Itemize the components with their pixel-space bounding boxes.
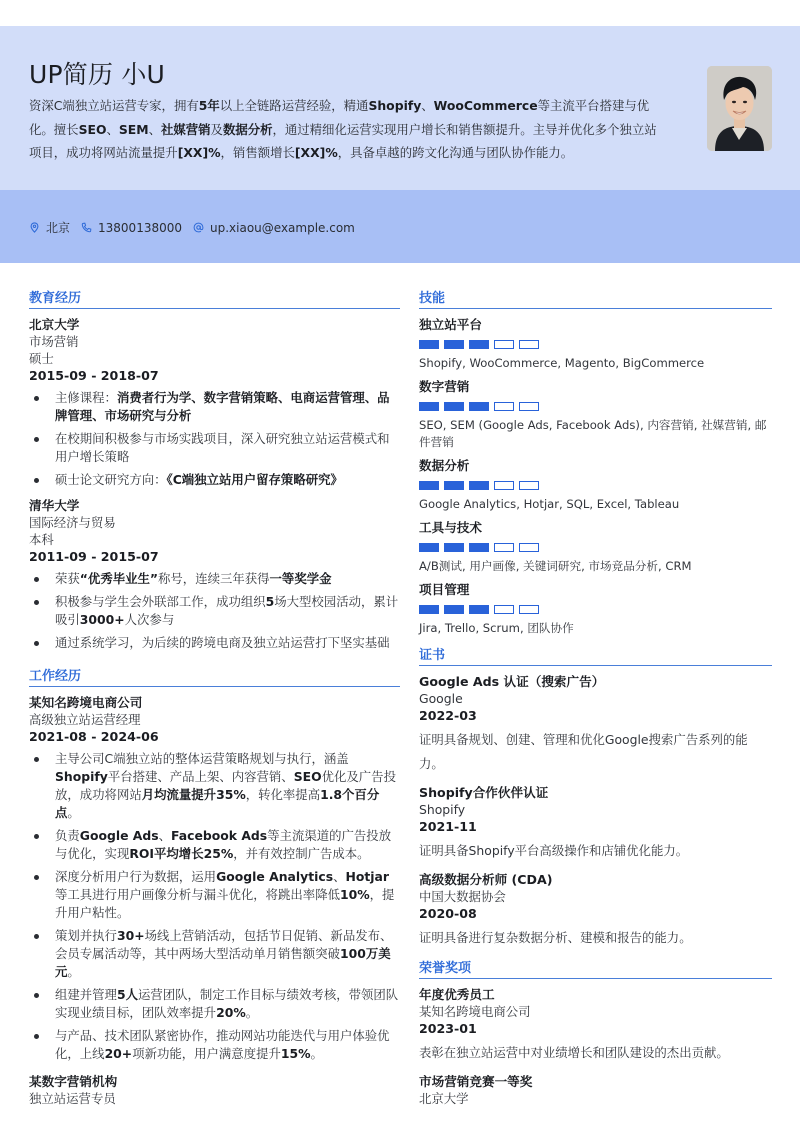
- bullet-item: 荣获“优秀毕业生”称号，连续三年获得一等奖学金: [29, 570, 400, 588]
- skill-description: A/B测试, 用户画像, 关键词研究, 市场竞品分析, CRM: [419, 559, 692, 573]
- bullet-item: 通过系统学习，为后续的跨境电商及独立站运营打下坚实基础: [29, 634, 400, 652]
- date: 2020-08: [419, 906, 477, 921]
- skill-item: [419, 581, 772, 637]
- work-section: [29, 668, 400, 1107]
- job-role: 高级独立站运营经理: [29, 712, 141, 727]
- contact-location: [29, 219, 70, 236]
- right-column: [419, 290, 772, 1115]
- entry-description: 证明具备规划、创建、管理和优化Google搜索广告系列的能力。: [419, 732, 748, 771]
- work-bullets: [29, 750, 400, 1063]
- bullet-item: 主导公司C端独立站的整体运营策略规划与执行，涵盖Shopify平台搭建、产品上架、内容营销、SEO优化及广告投放，成功将网站月均流量提升35%，转化率提高1.8个百分点。: [29, 750, 400, 822]
- honors-list: [419, 986, 772, 1107]
- issuer: 中国大数据协会: [419, 889, 506, 904]
- level-empty-icon: [494, 340, 514, 349]
- level-filled-icon: [469, 543, 489, 552]
- work-section-title: 工作经历: [29, 668, 400, 687]
- entry-name: 市场营销竞赛一等奖: [419, 1074, 533, 1089]
- school-name: 北京大学: [29, 317, 80, 332]
- honors-section: [419, 960, 772, 1107]
- contact-phone[interactable]: [81, 221, 182, 235]
- skill-name: 数据分析: [419, 458, 470, 473]
- work-list: [29, 694, 400, 1107]
- entry-name: 年度优秀员工: [419, 987, 495, 1002]
- bullet-item: 主修课程：消费者行为学、数字营销策略、电商运营管理、品牌管理、市场研究与分析: [29, 389, 400, 425]
- entry-description: 表彰在独立站运营中对业绩增长和团队建设的杰出贡献。: [419, 1045, 729, 1060]
- certificate-entry: [419, 871, 772, 950]
- level-filled-icon: [444, 543, 464, 552]
- level-filled-icon: [469, 605, 489, 614]
- bullet-item: 深度分析用户行为数据，运用Google Analytics、Hotjar等工具进行用户画像分析与漏斗优化，将跳出率降低10%，提升用户粘性。: [29, 868, 400, 922]
- contact-email[interactable]: [193, 221, 355, 235]
- job-role: 独立站运营专员: [29, 1091, 116, 1106]
- bullet-item: 硕士论文研究方向：《C端独立站用户留存策略研究》: [29, 471, 400, 489]
- skills-section-title: 技能: [419, 290, 772, 309]
- honor-entry: [419, 1073, 772, 1107]
- certificates-section: [419, 647, 772, 950]
- skill-item: [419, 316, 772, 372]
- level-empty-icon: [519, 481, 539, 490]
- level-filled-icon: [444, 481, 464, 490]
- skill-name: 工具与技术: [419, 520, 482, 535]
- level-empty-icon: [494, 543, 514, 552]
- bullet-item: 策划并执行30+场线上营销活动，包括节日促销、新品发布、会员专属活动等，其中两场大型活动单月销售额突破100万美元。: [29, 927, 400, 981]
- entry-name: Google Ads 认证（搜索广告）: [419, 674, 605, 689]
- skill-description: Jira, Trello, Scrum, 团队协作: [419, 621, 574, 635]
- date: 2021-11: [419, 819, 477, 834]
- level-empty-icon: [494, 402, 514, 411]
- candidate-name: UP简历 小U: [29, 60, 166, 89]
- level-filled-icon: [419, 543, 439, 552]
- level-filled-icon: [419, 605, 439, 614]
- skill-level-meter: [419, 481, 772, 490]
- major: 市场营销: [29, 334, 79, 349]
- skills-list: [419, 316, 772, 637]
- level-empty-icon: [494, 605, 514, 614]
- date-range: 2021-08 - 2024-06: [29, 729, 159, 744]
- skill-name: 项目管理: [419, 582, 470, 597]
- level-empty-icon: [519, 340, 539, 349]
- honor-entry: [419, 986, 772, 1065]
- education-list: [29, 316, 400, 652]
- skill-level-meter: [419, 605, 772, 614]
- level-filled-icon: [469, 481, 489, 490]
- level-empty-icon: [519, 605, 539, 614]
- company-name: 某知名跨境电商公司: [29, 695, 143, 710]
- bullet-item: 负责Google Ads、Facebook Ads等主流渠道的广告投放与优化，实现ROI平均增长25%，并有效控制广告成本。: [29, 827, 400, 863]
- work-entry: [29, 1073, 400, 1107]
- level-filled-icon: [469, 402, 489, 411]
- education-entry: [29, 497, 400, 652]
- issuer: Shopify: [419, 802, 466, 817]
- date-range: 2011-09 - 2015-07: [29, 549, 159, 564]
- company-name: 某数字营销机构: [29, 1074, 118, 1089]
- skill-name: 独立站平台: [419, 317, 482, 332]
- level-empty-icon: [494, 481, 514, 490]
- level-empty-icon: [519, 543, 539, 552]
- education-bullets: [29, 570, 400, 652]
- profile-summary: 资深C端独立站运营专家，拥有5年以上全链路运营经验，精通Shopify、WooCommerce等主流平台搭建与优化。擅长SEO、SEM、社媒营销及数据分析，通过精细化运营实现用户增长和销售额提升。主导并优化多个独立站项目，成功将网站流量提升[XX]%，销售额增长[XX]%，具备卓越的跨文化沟通与团队协作能力。: [29, 98, 657, 160]
- level-filled-icon: [469, 340, 489, 349]
- date: 2023-01: [419, 1021, 477, 1036]
- bullet-item: 组建并管理5人运营团队，制定工作目标与绩效考核，带领团队实现业绩目标，团队效率提升20%。: [29, 986, 400, 1022]
- skill-item: [419, 457, 772, 513]
- map-pin-icon: [29, 222, 40, 233]
- profile-photo: [707, 66, 772, 151]
- work-entry: [29, 694, 400, 1063]
- skill-level-meter: [419, 543, 772, 552]
- degree: 硕士: [29, 351, 54, 366]
- education-entry: [29, 316, 400, 489]
- skill-description: SEO, SEM (Google Ads, Facebook Ads), 内容营销, 社媒营销, 邮件营销: [419, 418, 767, 449]
- level-filled-icon: [444, 340, 464, 349]
- entry-description: 证明具备Shopify平台高级操作和店铺优化能力。: [419, 843, 689, 858]
- skill-name: 数字营销: [419, 379, 470, 394]
- phone-text: 13800138000: [98, 220, 182, 235]
- issuer: 北京大学: [419, 1091, 469, 1106]
- at-sign-icon: [193, 222, 204, 233]
- phone-icon: [81, 222, 92, 233]
- bullet-item: 积极参与学生会外联部工作，成功组织5场大型校园活动，累计吸引3000+人次参与: [29, 593, 400, 629]
- contact-info: [29, 219, 366, 236]
- skill-item: [419, 378, 772, 451]
- issuer: 某知名跨境电商公司: [419, 1004, 531, 1019]
- issuer: Google: [419, 691, 463, 706]
- bullet-item: 与产品、技术团队紧密协作，推动网站功能迭代与用户体验优化，上线20+项新功能，用户满意度提升15%。: [29, 1027, 400, 1063]
- school-name: 清华大学: [29, 498, 80, 513]
- education-section-title: 教育经历: [29, 290, 400, 309]
- avatar-portrait-icon: [707, 66, 772, 151]
- level-empty-icon: [519, 402, 539, 411]
- certificates-list: [419, 673, 772, 950]
- entry-name: Shopify合作伙伴认证: [419, 785, 549, 800]
- honors-section-title: 荣誉奖项: [419, 960, 772, 979]
- skill-level-meter: [419, 340, 772, 349]
- date-range: 2015-09 - 2018-07: [29, 368, 159, 383]
- level-filled-icon: [419, 340, 439, 349]
- skill-description: Google Analytics, Hotjar, SQL, Excel, Tableau: [419, 497, 680, 511]
- level-filled-icon: [419, 402, 439, 411]
- location-text: 北京: [46, 221, 71, 235]
- certificate-entry: [419, 784, 772, 863]
- level-filled-icon: [419, 481, 439, 490]
- entry-name: 高级数据分析师 (CDA): [419, 872, 553, 887]
- email-text: up.xiaou@example.com: [210, 220, 355, 235]
- left-column: [29, 290, 400, 1117]
- education-section: [29, 290, 400, 652]
- skills-section: [419, 290, 772, 637]
- major: 国际经济与贸易: [29, 515, 116, 530]
- education-bullets: [29, 389, 400, 489]
- entry-description: 证明具备进行复杂数据分析、建模和报告的能力。: [419, 930, 692, 945]
- bullet-item: 在校期间积极参与市场实践项目，深入研究独立站运营模式和用户增长策略: [29, 430, 400, 466]
- level-filled-icon: [444, 605, 464, 614]
- degree: 本科: [29, 532, 54, 547]
- skill-description: Shopify, WooCommerce, Magento, BigCommerce: [419, 356, 705, 370]
- date: 2022-03: [419, 708, 477, 723]
- certificates-section-title: 证书: [419, 647, 772, 666]
- level-filled-icon: [444, 402, 464, 411]
- skill-item: [419, 519, 772, 575]
- skill-level-meter: [419, 402, 772, 411]
- certificate-entry: [419, 673, 772, 776]
